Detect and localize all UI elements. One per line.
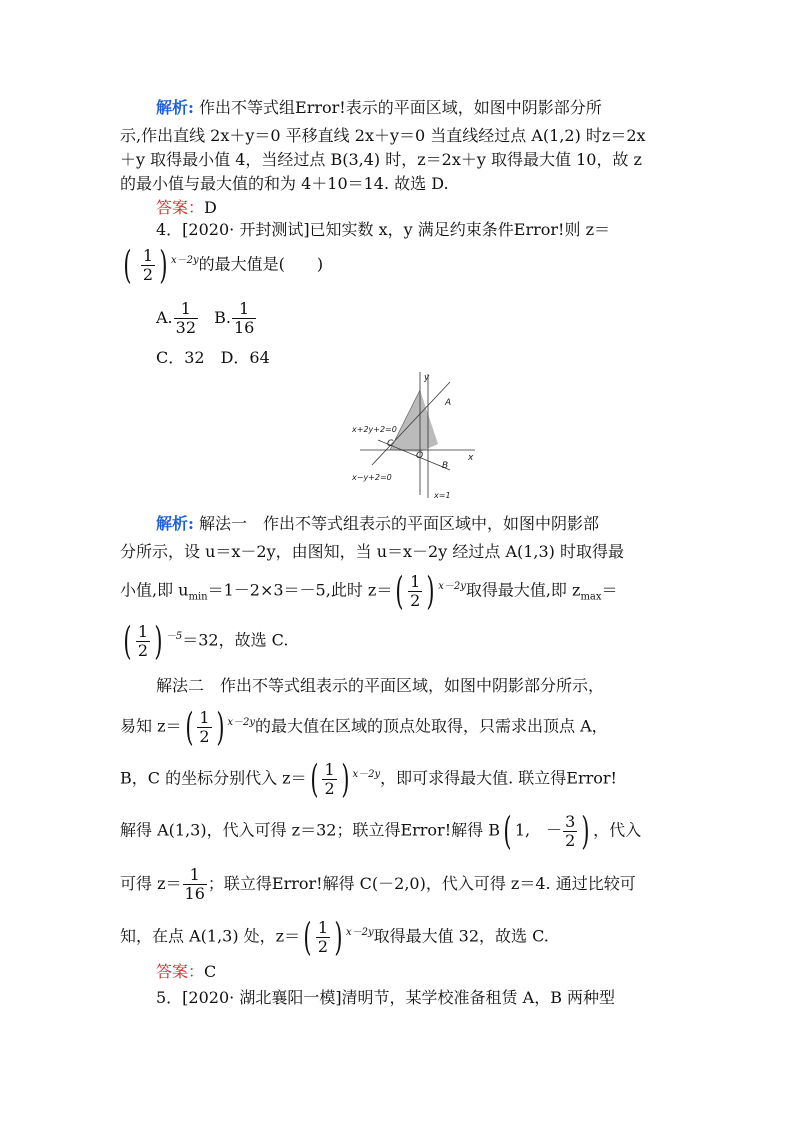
paren-right: ): [581, 809, 590, 853]
question-5-text: 5．[2020· 湖北襄阳一模]清明节，某学校准备租赁 A，B 两种型: [156, 988, 616, 1007]
exponent: x－2y: [170, 255, 199, 267]
fraction-one-half: $\frac{1}{2}$: [199, 707, 210, 746]
text: ，代入: [593, 820, 642, 840]
question-5-line-1: [120, 986, 680, 1010]
answer-label-2: 答案：: [156, 962, 205, 981]
paren-left: (: [123, 619, 132, 663]
text: ＝: [601, 580, 618, 600]
option-a-fraction: $\frac{1}{32}$: [175, 299, 196, 337]
paren-right: ): [334, 915, 343, 959]
text: ；联立得Error!解得 C(－2,0)，代入可得 z＝4. 通过比较可: [207, 874, 636, 893]
solution-2-line-1: [120, 674, 680, 698]
text: 的最大值在区域的顶点处取得，只需求出顶点 A，: [255, 716, 608, 736]
paren-left: (: [395, 569, 404, 613]
answer-label: 答案：: [156, 198, 205, 217]
subscript-max: max: [580, 591, 602, 603]
text: ，即可求得最大值. 联立得Error!: [380, 768, 617, 788]
text: 解得 A(1,3)，代入可得 z＝32；联立得Error!解得 B: [120, 820, 500, 840]
line-label-2: x−y+2=0: [352, 473, 392, 482]
paren-right: ): [154, 619, 163, 663]
x-label: x: [468, 453, 474, 463]
paren-left: (: [503, 809, 512, 853]
paren-left: (: [123, 243, 132, 287]
options-c-d: C．32 D．64: [156, 348, 270, 367]
question-text: 4．[2020· 开封测试]已知实数 x，y 满足约束条件Error!则 z＝: [156, 220, 610, 239]
line-x-minus-y: [372, 382, 450, 465]
paren-left: (: [303, 915, 312, 959]
question-4-options-ab: [120, 300, 680, 337]
fraction-three-halves: $\frac{3}{2}$: [565, 811, 576, 850]
text: 可得 z＝: [120, 874, 182, 893]
solution-1-line-1: [120, 512, 680, 536]
analysis-paragraph-1-line-1: [120, 96, 680, 120]
text: 分所示，设 u＝x－2y，由图知，当 u＝x－2y 经过点 A(1,3) 时取得最: [120, 542, 625, 561]
y-label: y: [424, 373, 430, 383]
solution-1-line-4: [120, 619, 680, 663]
text: ＋y 取得最小值 4，当经过点 B(3,4) 时，z＝2x＋y 取得最大值 10，故 z: [120, 150, 642, 169]
exponent: x－2y: [227, 717, 256, 729]
text: 解法一 作出不等式组表示的平面区域中，如图中阴影部: [199, 514, 600, 533]
text: 作出不等式组Error!表示的平面区域，如图中阴影部分所: [199, 98, 602, 117]
point-a-label: A: [445, 398, 452, 408]
fraction-one-sixteenth: $\frac{1}{16}$: [184, 865, 205, 903]
line-label-3: x=1: [434, 491, 451, 500]
analysis-paragraph-1-line-2: [120, 124, 680, 148]
exponent: －5: [165, 631, 183, 643]
paren-left: (: [309, 757, 319, 801]
solution-2-line-2: [120, 705, 680, 749]
paren-right: ): [340, 757, 350, 801]
fraction-one-half: $\frac{1}{2}$: [137, 621, 149, 660]
analysis-label-2: 解析:: [156, 514, 194, 533]
exponent: x－2y: [438, 581, 466, 593]
question-4-options-cd: [120, 346, 680, 370]
subscript-min: min: [188, 591, 208, 603]
text: 取得最大值 32，故选 C.: [373, 926, 549, 946]
solution-1-line-3: [120, 569, 680, 613]
fraction-one-half: $\frac{1}{2}$: [317, 917, 329, 956]
text: 解法二 作出不等式组表示的平面区域，如图中阴影部分所示，: [156, 676, 605, 695]
question-4-line-2: [120, 243, 680, 287]
point-b-label: B: [442, 461, 449, 471]
option-b-label: B.: [214, 308, 231, 327]
answer-value-2: C: [204, 962, 217, 981]
option-b-fraction: $\frac{1}{16}$: [233, 299, 255, 337]
point-c-label: C: [387, 439, 394, 449]
fraction-one-half: $\frac{1}{2}$: [324, 759, 335, 798]
analysis-paragraph-1-line-4: [120, 172, 680, 196]
solution-2-line-4: [120, 809, 680, 853]
text: 示,作出直线 2x＋y＝0 平移直线 2x＋y＝0 当直线经过点 A(1,2) 时z＝2x: [120, 126, 646, 145]
feasible-region-figure: [350, 370, 480, 500]
solution-2-line-3: [120, 757, 680, 801]
solution-2-line-5: [120, 866, 680, 903]
shaded-region: [390, 390, 438, 452]
paren-right: ): [426, 569, 435, 613]
answer-value: D: [204, 198, 217, 217]
answer-line-1: [120, 196, 680, 220]
answer-line-2: [120, 960, 680, 984]
text: 知，在点 A(1,3) 处，z＝: [120, 926, 301, 946]
text: 易知 z＝: [120, 716, 182, 736]
analysis-label: 解析:: [156, 98, 194, 117]
analysis-paragraph-1-line-3: [120, 148, 680, 172]
solution-1-line-2: [120, 540, 680, 564]
text: 小值,即 u: [120, 580, 189, 600]
exponent: x－2y: [352, 769, 381, 781]
fraction-one-half: $\frac{1}{2}$: [410, 571, 421, 610]
text: 取得最大值,即 z: [465, 580, 581, 600]
origin-label: O: [416, 451, 424, 461]
text: 1, －: [514, 820, 563, 840]
option-a-label: A.: [156, 308, 173, 327]
text: ＝1－2×3＝－5,此时 z＝: [207, 580, 393, 600]
text: 的最小值与最大值的和为 4＋10＝14. 故选 D.: [120, 174, 449, 193]
exponent: x－2y: [345, 927, 374, 939]
solution-2-line-6: [120, 915, 680, 959]
question-4-line-1: [120, 218, 680, 242]
paren-right: ): [215, 705, 225, 749]
paren-left: (: [184, 705, 194, 749]
text: ＝32，故选 C.: [182, 630, 289, 650]
text: B，C 的坐标分别代入 z＝: [120, 768, 307, 788]
question-tail: 的最大值是( ): [198, 254, 324, 274]
line-label-1: x+2y+2=0: [352, 425, 397, 434]
paren-right: ): [159, 243, 168, 287]
fraction-one-half: $\frac{1}{2}$: [142, 245, 154, 284]
